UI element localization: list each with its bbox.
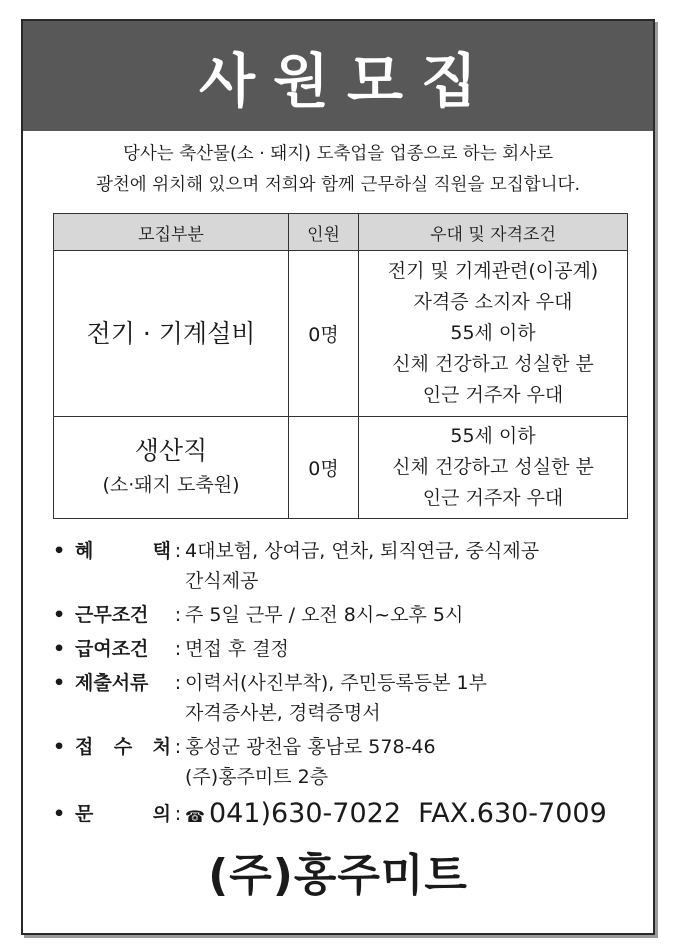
info-label: 급여조건 <box>75 638 149 660</box>
value-line: 자격증사본, 경력증명서 <box>185 702 381 724</box>
info-item-hours <box>53 600 643 630</box>
colon: : <box>174 604 182 626</box>
info-item-documents <box>53 668 643 728</box>
condition-line: 인근 거주자 우대 <box>422 487 564 509</box>
part-cell <box>54 251 289 417</box>
bullet: • <box>53 638 66 660</box>
info-value <box>185 796 643 835</box>
info-item-benefits <box>53 536 643 596</box>
poster-header <box>23 21 653 131</box>
info-item-salary <box>53 634 643 664</box>
phone-number: 041)630-7022 <box>208 798 401 829</box>
info-label <box>75 732 171 792</box>
info-item-address <box>53 732 643 792</box>
part-cell <box>54 417 289 519</box>
table-header-row <box>54 214 628 251</box>
condition-line: 신체 건강하고 성실한 분 <box>392 456 594 478</box>
header-part: 모집부분 <box>54 214 289 251</box>
info-value <box>185 536 643 596</box>
info-label <box>75 796 171 835</box>
info-label: 근무조건 <box>75 604 149 626</box>
header-count: 인원 <box>289 214 359 251</box>
count-cell: 0명 <box>289 417 359 519</box>
part-name: 생산직 <box>134 435 208 465</box>
label-char: 수 <box>113 736 133 758</box>
header-conditions: 우대 및 자격조건 <box>359 214 628 251</box>
condition-line: 인근 거주자 우대 <box>422 384 564 406</box>
fax-number: FAX.630-7009 <box>418 798 607 829</box>
condition-line: 전기 및 기계관련(이공계) <box>387 260 599 282</box>
table-row <box>54 251 628 417</box>
value-line: 홍성군 광천읍 홍남로 578-46 <box>185 736 436 758</box>
info-value <box>185 732 643 792</box>
part-subtitle: (소·돼지 도축원) <box>102 473 240 496</box>
info-list <box>53 536 643 839</box>
condition-line: 자격증 소지자 우대 <box>413 291 573 313</box>
info-value <box>185 600 643 630</box>
colon: : <box>174 672 182 694</box>
colon: : <box>174 638 182 660</box>
intro-line-1: 당사는 축산물(소 · 돼지) 도축업을 업종으로 하는 회사로 <box>122 144 554 164</box>
bullet: • <box>53 540 66 562</box>
bullet: • <box>53 736 66 758</box>
colon: : <box>174 736 182 758</box>
condition-line: 신체 건강하고 성실한 분 <box>392 353 594 375</box>
conditions-cell <box>359 417 628 519</box>
value-line: 4대보험, 상여금, 연차, 퇴직연금, 중식제공 <box>185 540 540 562</box>
info-label <box>75 536 171 596</box>
bullet: • <box>53 604 66 626</box>
label-char: 의 <box>152 803 171 825</box>
label-char: 문 <box>75 803 94 825</box>
bullet: • <box>53 803 66 825</box>
value-line: 주 5일 근무 / 오전 8시~오후 5시 <box>185 604 464 626</box>
part-name: 전기 · 기계설비 <box>86 318 256 348</box>
condition-line: 55세 이하 <box>450 425 536 447</box>
value-line: 면접 후 결정 <box>185 638 289 660</box>
value-line: 이력서(사진부착), 주민등록등본 1부 <box>185 672 487 694</box>
label-char: 혜 <box>75 540 94 562</box>
count-cell: 0명 <box>289 251 359 417</box>
value-line: (주)홍주미트 2층 <box>185 766 329 788</box>
bullet: • <box>53 672 66 694</box>
intro-line-2: 광천에 위치해 있으며 저희와 함께 근무하실 직원을 모집합니다. <box>95 175 581 195</box>
colon: : <box>174 803 182 825</box>
recruitment-table <box>53 213 628 519</box>
value-line: 간식제공 <box>185 570 259 592</box>
poster-title: 사원모집 <box>198 47 496 115</box>
label-char: 택 <box>152 540 171 562</box>
info-item-contact <box>53 796 643 835</box>
label-char: 접 <box>75 736 94 758</box>
condition-line: 55세 이하 <box>450 322 536 344</box>
colon: : <box>174 540 182 562</box>
info-value <box>185 668 643 728</box>
phone-icon: ☎ <box>185 807 205 826</box>
intro-text <box>23 139 653 201</box>
conditions-cell <box>359 251 628 417</box>
table-row <box>54 417 628 519</box>
label-char: 처 <box>152 736 171 758</box>
info-label: 제출서류 <box>75 672 149 694</box>
info-value <box>185 634 643 664</box>
company-name: (주)홍주미트 <box>208 850 468 901</box>
poster-frame <box>21 19 655 935</box>
